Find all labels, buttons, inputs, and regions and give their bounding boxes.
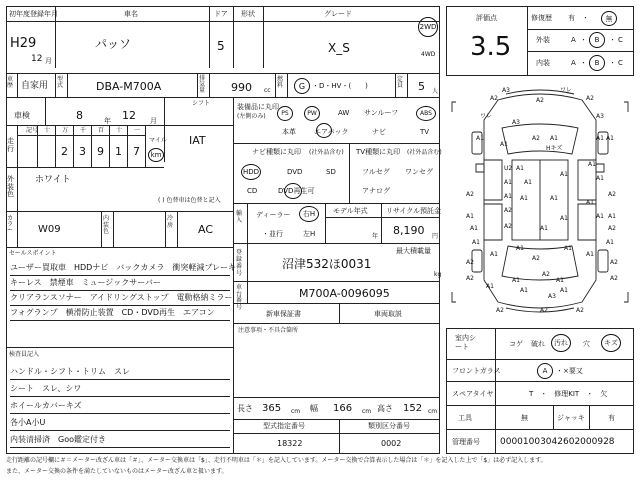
manual-label: 車両取説 (374, 310, 402, 318)
length-label: 長さ (237, 404, 253, 413)
km-circled: km (148, 148, 164, 162)
mile-label: マイル (149, 137, 167, 144)
damage-mark: A2 (532, 255, 540, 262)
caution-box (234, 324, 440, 398)
grade-label: グレード (324, 10, 352, 18)
type-value: 18322 (277, 439, 303, 448)
exterior-grade-label: 外装 (536, 36, 550, 44)
damage-mark: A1 (472, 239, 480, 246)
damage-mark: A1 (606, 239, 614, 246)
score-label: 評価点 (476, 14, 497, 22)
exterior-note: ( ) 色替車は色替と記入 (158, 197, 221, 204)
damage-mark: A3 (512, 119, 520, 126)
nav-dvd: DVD (287, 168, 303, 176)
damage-mark: A2 (542, 271, 550, 278)
doors-value: 5 (217, 39, 225, 53)
damage-mark: A2 (490, 95, 498, 102)
inspector-notes-label: 検査員記入 (9, 351, 40, 358)
import-dealer: ディーラー (256, 211, 291, 219)
equipment-sublabel: (左側のみ) (237, 113, 266, 120)
equipment-airbag-circle (316, 123, 332, 138)
type-label: 型式指定番号 (263, 422, 305, 430)
damage-mark: A2 (536, 97, 544, 104)
first-reg-label: 初年度登録年月 (9, 10, 58, 18)
damage-diagram (446, 80, 634, 324)
tv-sublabel: (社外品含む) (407, 149, 442, 156)
damage-mark: A1 (550, 135, 558, 142)
disp-unit: cc (264, 87, 271, 94)
damage-mark: A2 (504, 223, 512, 230)
exterior-grade-a: A (571, 36, 576, 44)
first-reg-year: H29 (10, 36, 37, 51)
exterior-color: ホワイト (35, 175, 71, 185)
seat-burn: コゲ (509, 340, 523, 348)
damage-mark: A1 (596, 175, 604, 182)
model-label: 型式 (57, 76, 64, 89)
damage-mark: A1 (550, 195, 558, 202)
inspector-note-line: ホイールカバーキズ (10, 401, 82, 410)
damage-mark: A1 (520, 287, 528, 294)
management-value: 00001003042602000928 (500, 437, 615, 447)
nav-cd: CD (247, 187, 258, 195)
seat-hole: 穴 (583, 340, 590, 348)
footer-line-1: 走行距離の記号欄に＃＝メーター改ざん車は「＃」、メーター交換車は「$」、走行不明車は「＊」を記入しています。メーター交換で合算表示した場合は「＊」を記入した上で「$」は必ず記入します。 (6, 457, 547, 464)
recycle-unit: 円 (432, 233, 439, 240)
equipment-item: AW (338, 109, 350, 117)
doors-label: ドア (214, 10, 228, 18)
exterior-grade-b-circled: B (589, 32, 605, 48)
mileage-digit: 2 (61, 145, 68, 158)
sales-point-line: キーレス 禁煙車 ミュージックサーバー (10, 278, 161, 287)
damage-mark: A1 (606, 135, 614, 142)
interior-color-label: 内装色 (103, 215, 110, 236)
height-unit: cm (428, 408, 438, 415)
damage-mark: A1 (560, 215, 568, 222)
sales-point-line: フォグランプ 横滑防止装置 CD・DVD再生 エアコン (10, 308, 215, 317)
equipment-item: サンルーフ (364, 109, 399, 117)
height-label: 高さ (377, 404, 393, 413)
grade-value: X_S (328, 41, 350, 55)
equipment-item-circled: ABS (416, 106, 436, 121)
repair-options: 有 ・ (568, 14, 589, 22)
repair-label: 修復歴 (531, 14, 552, 22)
model-year-unit: 年 (372, 233, 379, 240)
mileage-label: 走行 (7, 137, 14, 153)
damage-mark: A1 (540, 225, 548, 232)
damage-mark: A1 (588, 161, 596, 168)
exterior-grade-sep2: ・ (609, 36, 616, 44)
chassis-value: M700A-0096095 (299, 287, 390, 300)
aircon-label: 冷房 (167, 215, 174, 229)
damage-mark: A1 (596, 213, 604, 220)
shift-value: IAT (189, 134, 206, 147)
damage-mark: A2 (466, 259, 474, 266)
damage-mark: A2 (466, 191, 474, 198)
car-name: パッソ (95, 37, 132, 51)
import-label: 輸入 (236, 210, 243, 225)
mileage-digit-header: 千 (80, 127, 87, 134)
damage-mark: A2 (540, 307, 548, 314)
fuel-other: ・D・HV・( ) (312, 82, 368, 90)
height-value: 152 (403, 403, 423, 414)
car-name-label: 車名 (124, 10, 138, 18)
damage-mark: A2 (608, 191, 616, 198)
capacity-value: 5 (418, 80, 425, 93)
capacity-label: 定員 (397, 76, 404, 89)
damage-mark: A1 (560, 287, 568, 294)
aircon-value: AC (198, 223, 214, 236)
interior-grade-sep1: ・ (580, 59, 587, 67)
inspector-note-line: 各小A小U (10, 418, 46, 427)
max-load-label: 最大積載量 (396, 247, 431, 255)
mileage-digit-header: 百 (98, 127, 105, 134)
damage-mark: A1 (516, 165, 524, 172)
first-reg-month-unit: 月 (45, 57, 52, 65)
seat-tear: 破れ (531, 340, 545, 348)
damage-mark: A1 (556, 277, 564, 284)
damage-mark: A2 (610, 275, 618, 282)
import-left: 左H (303, 230, 316, 238)
inspector-note-line: 内装清掃済 Goo鑑定付き (10, 435, 106, 444)
tv-analog: アナログ (362, 187, 390, 195)
mileage-digit: 9 (97, 145, 104, 158)
spare-label: スペアタイヤ (452, 390, 494, 398)
interior-grade-label: 内装 (536, 59, 550, 67)
equipment-item: TV (420, 128, 430, 136)
mileage-digit: 3 (79, 145, 86, 158)
damage-mark: A1 (504, 193, 512, 200)
interior-grade-c: C (618, 59, 623, 67)
drive-4wd: 4WD (421, 51, 436, 58)
mileage-digit-header: 万 (62, 127, 69, 134)
damage-mark: A2 (504, 207, 512, 214)
repair-none-circled: 無 (601, 11, 617, 26)
length-unit: cm (291, 408, 301, 415)
damage-mark: A2 (532, 135, 540, 142)
shape-label: 形状 (241, 10, 255, 18)
seat-dirt-circled: 汚れ (551, 334, 571, 352)
shift-cell (164, 98, 234, 162)
nav-label: ナビ種類に丸印 (252, 148, 301, 156)
exterior-label: 外装色 (7, 175, 14, 199)
inspector-note-line: シート スレ、シワ (10, 384, 82, 393)
damage-mark: A1 (470, 225, 478, 232)
registration-label: 登録番号 (236, 249, 243, 277)
import-parallel: ・並行 (262, 230, 283, 238)
mileage-digit: 7 (133, 145, 140, 158)
width-label: 幅 (310, 404, 318, 413)
tv-fullseg: フルセグ (362, 168, 390, 176)
damage-mark: A3 (596, 113, 604, 120)
first-reg-month: 12 (31, 54, 43, 64)
nav-sd: SD (326, 168, 336, 176)
equipment-item-circled: PW (304, 106, 320, 121)
damage-mark: A2 (576, 307, 584, 314)
mileage-digit-header: 十 (44, 127, 51, 134)
class-value: 0002 (381, 439, 402, 448)
equipment-item: ナビ (372, 128, 386, 136)
damage-mark: A1 (596, 135, 604, 142)
width-unit: cm (362, 408, 372, 415)
damage-mark: A2 (466, 275, 474, 282)
jack-label: ジャッキ (557, 414, 585, 422)
sales-points-label: セールスポイント (9, 250, 57, 257)
tools-label: 工具 (458, 414, 472, 422)
equipment-item: 本革 (282, 128, 296, 136)
equipment-item-circled: PS (277, 106, 293, 121)
damage-mark: A1 (490, 251, 498, 258)
damage-mark: A1 (476, 135, 484, 142)
damage-mark: A1 (586, 251, 594, 258)
inspector-note-line: ハンドル・シフト・トリム スレ (10, 367, 130, 376)
equipment-item: エアバック (314, 128, 349, 136)
nav-dvd-play: DVD再生可 (278, 187, 315, 195)
color-code-label: カラー (7, 215, 14, 234)
damage-mark: A3 (502, 87, 510, 94)
disp-value: 990 (231, 81, 252, 94)
recycle-label: リサイクル預託金 (386, 207, 442, 215)
exterior-grade-sep1: ・ (580, 36, 587, 44)
color-code-value: W09 (38, 224, 61, 235)
score-value: 3.5 (470, 32, 512, 62)
interior-grade-b-circled: B (589, 55, 605, 71)
caution-label: 注意事項・不具合箇所 (238, 327, 299, 334)
tools-value: 無 (521, 414, 528, 422)
warranty-label: 新車保証書 (266, 310, 301, 318)
interior-grade-a: A (571, 59, 576, 67)
damage-mark: ワレ (480, 113, 493, 120)
import-right-circled: 右H (299, 206, 319, 222)
damage-mark: A1 (512, 277, 520, 284)
inspection-label: 車検 (14, 111, 30, 120)
nav-sublabel: (社外品含む) (309, 149, 344, 156)
drive-2wd-circled: 2WD (418, 17, 438, 37)
shift-label: シフト (192, 100, 211, 107)
damage-mark: A1 (500, 141, 508, 148)
damage-mark: A1 (520, 195, 528, 202)
damage-mark: A2 (586, 95, 594, 102)
glass-other: ・×要又 (556, 367, 583, 375)
capacity-unit: 人 (432, 88, 439, 95)
damage-mark: A2 (608, 225, 616, 232)
length-value: 365 (262, 403, 282, 414)
damage-mark: A1 (504, 179, 512, 186)
registration-value: 沼津532ほ0031 (282, 257, 372, 271)
damage-mark: ワレ (560, 87, 573, 94)
damage-mark: A1 (560, 171, 568, 178)
damage-mark: A3 (548, 293, 556, 300)
spare-options: T ・ 修理KIT ・ 欠 (529, 390, 608, 398)
fuel-g-circled: G (294, 78, 310, 94)
mileage-digit: 1 (115, 145, 122, 158)
tv-label: TV種類に丸印 (356, 148, 401, 156)
damage-mark: A1 (524, 179, 532, 186)
purpose-label: 車歴 (7, 76, 14, 89)
interior-value-cell (114, 212, 166, 248)
equipment-label: 装備品に丸印 (237, 103, 279, 111)
disp-label: 排気量 (199, 75, 206, 94)
damage-mark: A1 (466, 213, 474, 220)
inspection-month-unit: 月 (150, 117, 157, 125)
sales-point-line: クリアランスソナー アイドリングストップ 電動格納ミラー (10, 293, 233, 302)
model-value: DBA-M700A (96, 80, 162, 93)
glass-a-circled: A (537, 363, 553, 379)
chassis-label: 車台番号 (236, 284, 243, 311)
glass-label: フロントガラス (452, 367, 501, 375)
damage-mark: A2 (496, 307, 504, 314)
damage-mark: A1 (586, 199, 594, 206)
model-year-label: モデル年式 (333, 207, 368, 215)
car-outline-diagram (446, 80, 634, 324)
max-load-unit: kg (434, 271, 442, 278)
footer-line-2: また、メーター交換の条件を満たしていないものはメーター改ざん車と扱います。 (6, 468, 228, 475)
interior-grade-sep2: ・ (609, 59, 616, 67)
nav-hdd-circled: HDD (241, 164, 261, 180)
width-value: 166 (333, 403, 353, 414)
damage-mark: A1 (564, 245, 572, 252)
mileage-digit-header: 十 (116, 127, 123, 134)
exterior-grade-c: C (618, 36, 623, 44)
sales-point-line: ユーザー買取車 HDDナビ バックカメラ 衝突軽減ブレーキ (10, 263, 237, 272)
tv-oneseg: ワンセグ (405, 168, 433, 176)
damage-mark: A1 (486, 283, 494, 290)
damage-mark: Hキズ (546, 145, 563, 152)
management-label: 管理番号 (452, 438, 480, 446)
damage-mark: A1 (608, 213, 616, 220)
mileage-digit-header: 一 (134, 127, 141, 134)
seat-scratch-circled: キズ (601, 334, 621, 352)
damage-mark: A1 (516, 245, 524, 252)
class-label: 類別区分番号 (368, 422, 410, 430)
fuel-label: 燃料 (277, 76, 284, 89)
mileage-digit-header: 記号 (26, 127, 39, 134)
inspection-year: 8 (76, 109, 83, 122)
seat-label: 室内シート (455, 334, 476, 352)
purpose-value: 自家用 (21, 81, 49, 91)
inspection-year-unit: 年 (104, 117, 111, 125)
jack-value: 有 (608, 414, 615, 422)
damage-mark: A2 (610, 259, 618, 266)
damage-mark: U2 (504, 165, 513, 172)
recycle-value: 8,190 (393, 224, 425, 237)
inspection-month: 12 (122, 109, 136, 122)
